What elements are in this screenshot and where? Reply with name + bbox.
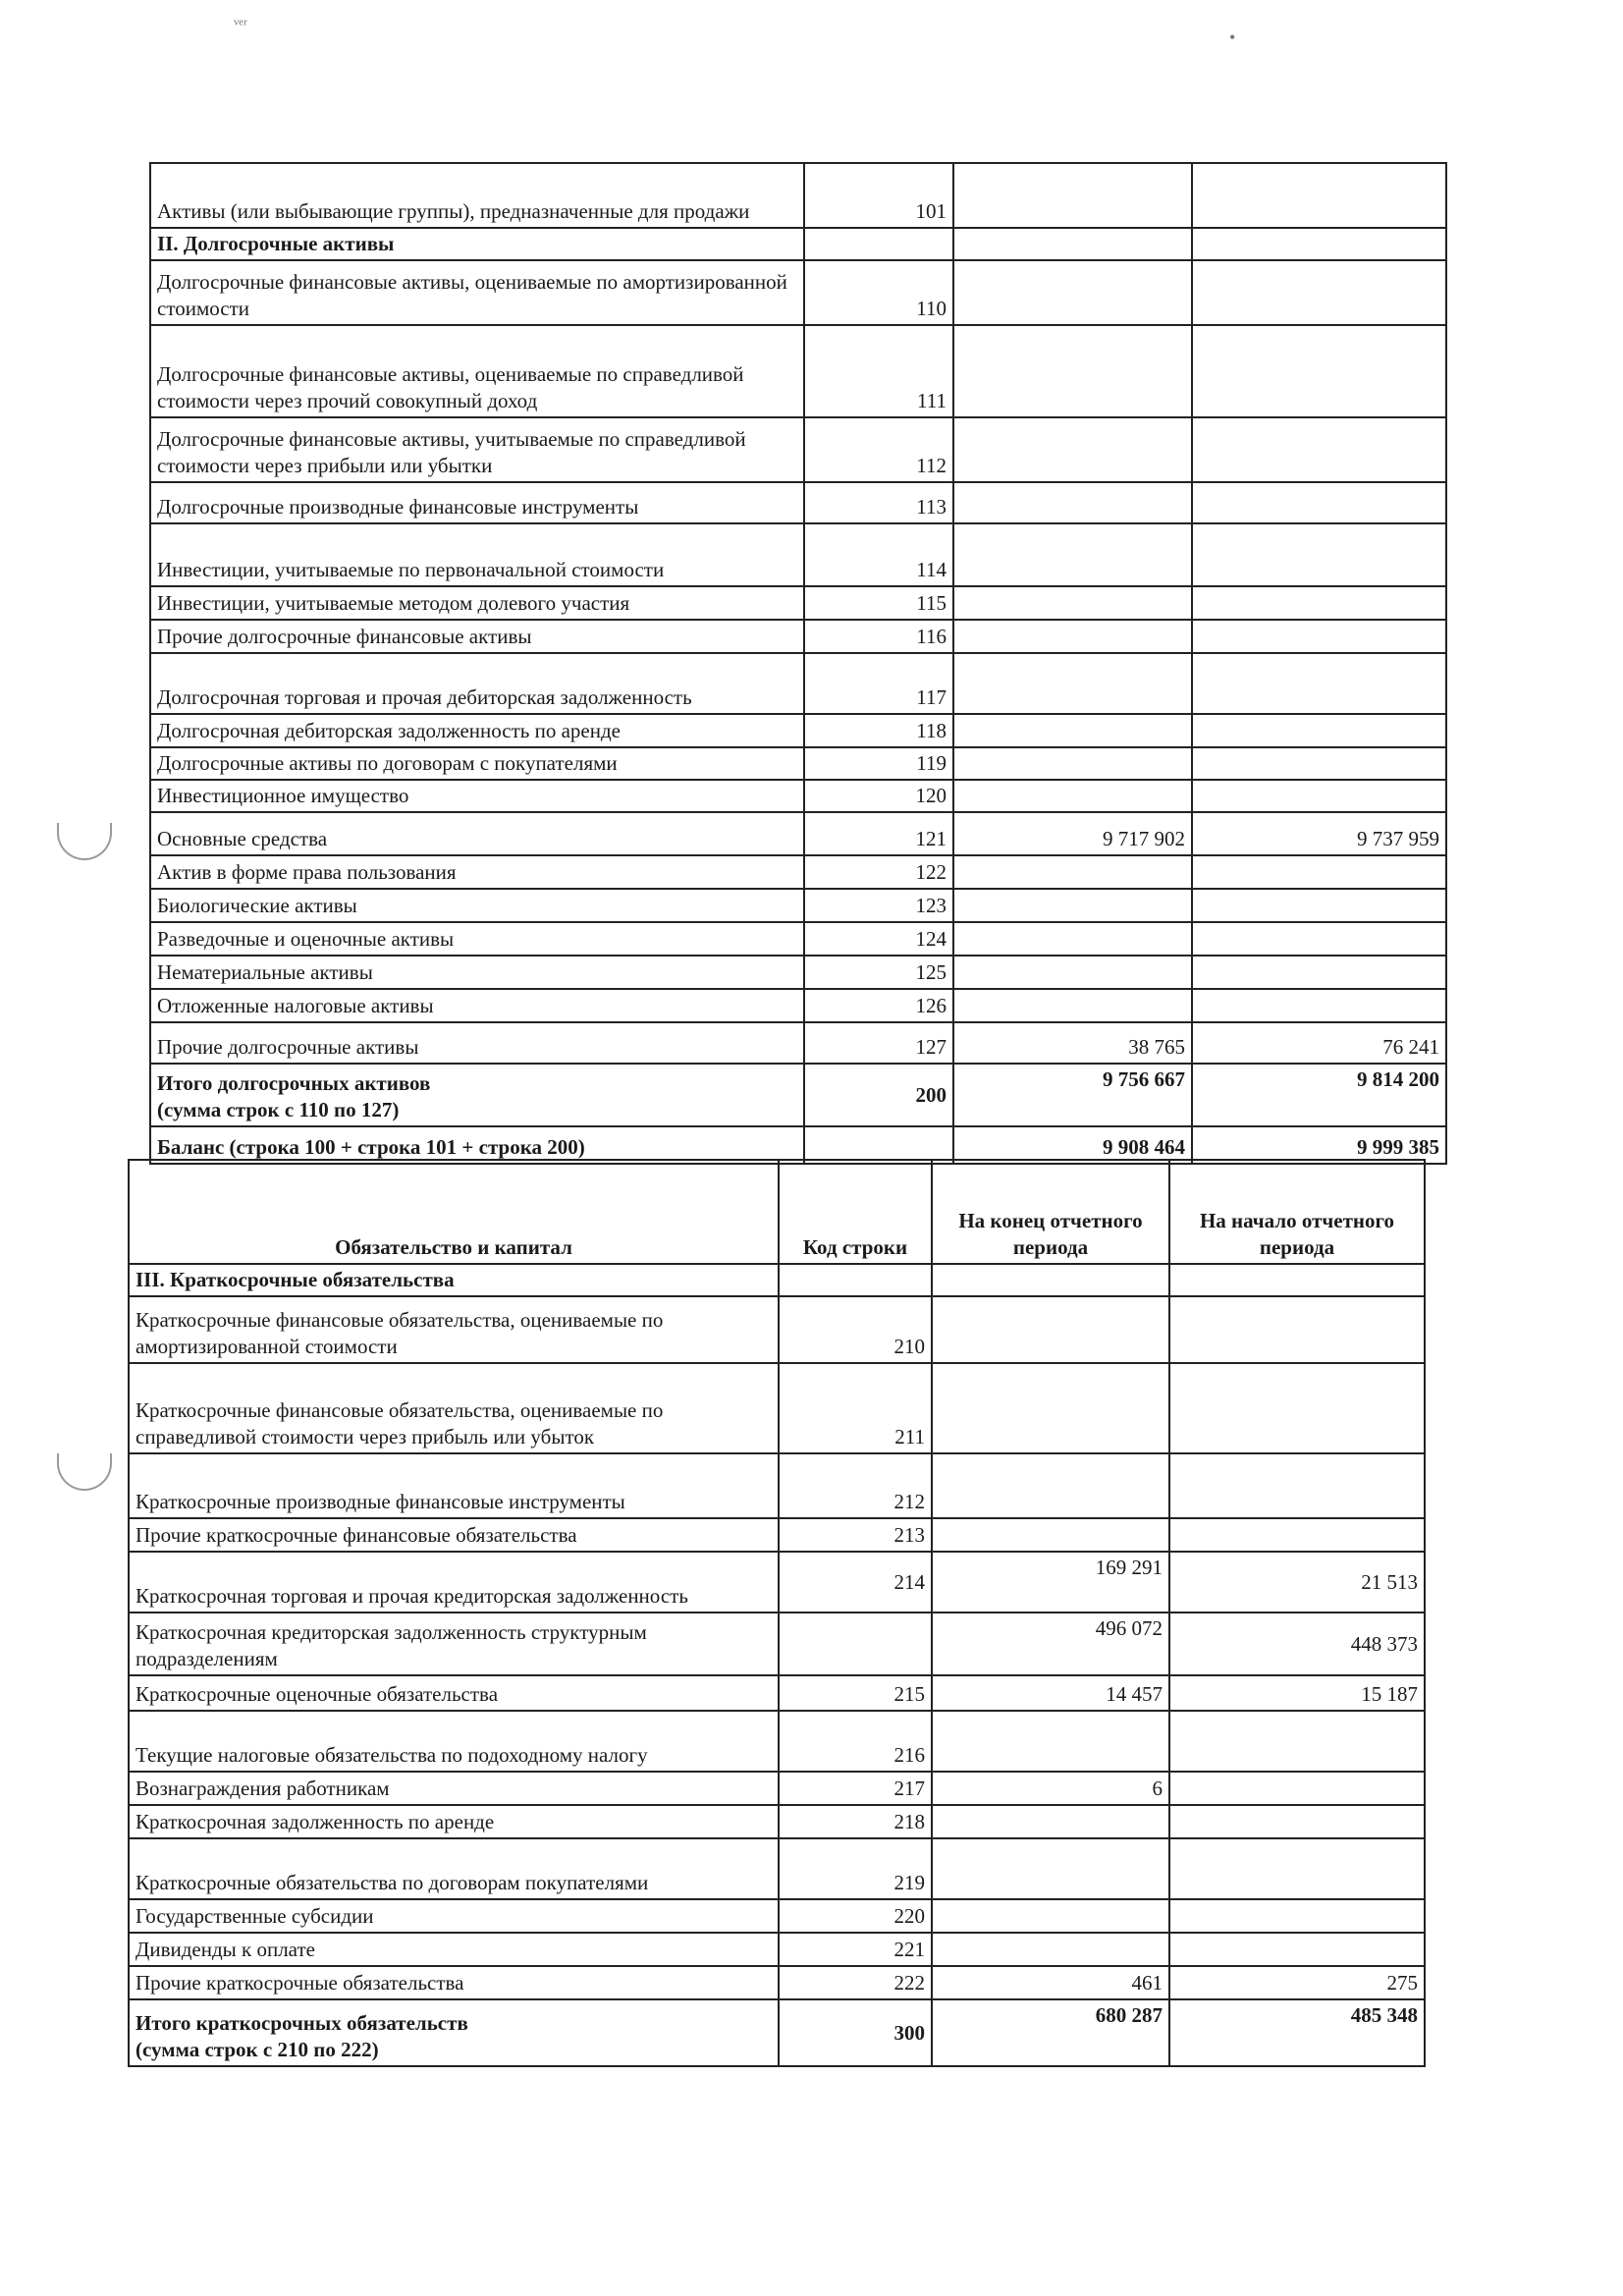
empty-cell (1192, 228, 1446, 260)
row-label: Государственные субсидии (129, 1899, 779, 1933)
row-code: 118 (804, 714, 953, 747)
row-start-value (1169, 1899, 1425, 1933)
row-label: Инвестиционное имущество (150, 780, 804, 812)
liabilities-table (128, 1159, 1426, 2067)
row-label: Краткосрочные оценочные обязательства (129, 1675, 779, 1711)
empty-cell (953, 228, 1192, 260)
row-start-value (1169, 1363, 1425, 1453)
row-end-value (932, 1518, 1169, 1552)
table-row (150, 653, 1446, 714)
row-start-value (1192, 523, 1446, 586)
row-label: Краткосрочная кредиторская задолженность структурным подразделениям (129, 1613, 779, 1675)
row-start-value (1169, 1805, 1425, 1838)
row-end-value (932, 1899, 1169, 1933)
header-row (129, 1160, 1425, 1264)
total-row (129, 1999, 1425, 2066)
row-label: Вознаграждения работникам (129, 1772, 779, 1805)
balance-label: Баланс (строка 100 + строка 101 + строка 200) (150, 1126, 804, 1164)
row-label: Краткосрочные обязательства по договорам покупателями (129, 1838, 779, 1899)
row-start-value (1192, 586, 1446, 620)
row-code: 111 (804, 325, 953, 417)
row-code: 114 (804, 523, 953, 586)
scan-mark: ᵥₑᵣ (234, 8, 248, 27)
row-label: Текущие налоговые обязательства по подоходному налогу (129, 1711, 779, 1772)
row-start-value (1169, 1296, 1425, 1363)
row-end-value (932, 1453, 1169, 1518)
row-code: 110 (804, 260, 953, 325)
row-label: Инвестиции, учитываемые по первоначальной стоимости (150, 523, 804, 586)
row-end-value: 9 717 902 (953, 812, 1192, 855)
row-code: 120 (804, 780, 953, 812)
row-start-value (1169, 1518, 1425, 1552)
row-label: Долгосрочные финансовые активы, оцениваемые по амортизированной стоимости (150, 260, 804, 325)
row-code: 127 (804, 1022, 953, 1064)
row-label: Разведочные и оценочные активы (150, 922, 804, 956)
row-code: 122 (804, 855, 953, 889)
row-start-value (1192, 325, 1446, 417)
row-end-value (953, 620, 1192, 653)
row-start-value (1192, 780, 1446, 812)
row-label: Инвестиции, учитываемые методом долевого участия (150, 586, 804, 620)
row-end-value (932, 1805, 1169, 1838)
table-row (129, 1613, 1425, 1675)
row-code: 115 (804, 586, 953, 620)
empty-cell (804, 228, 953, 260)
table-row (129, 1711, 1425, 1772)
empty-cell (1169, 1264, 1425, 1296)
total-label-line2: (сумма строк с 210 по 222) (135, 2038, 379, 2061)
row-start-value (1169, 1838, 1425, 1899)
row-end-value (953, 780, 1192, 812)
row-label: Прочие долгосрочные финансовые активы (150, 620, 804, 653)
row-end-value: 14 457 (932, 1675, 1169, 1711)
table-row (150, 714, 1446, 747)
row-start-value: 275 (1169, 1966, 1425, 1999)
row-end-value (932, 1363, 1169, 1453)
row-end-value (953, 653, 1192, 714)
row-code: 121 (804, 812, 953, 855)
row-code: 215 (779, 1675, 932, 1711)
row-end-value (953, 163, 1192, 228)
row-label: Нематериальные активы (150, 956, 804, 989)
row-start-value (1192, 653, 1446, 714)
table-row (129, 1933, 1425, 1966)
row-start-value (1192, 482, 1446, 523)
row-label: Краткосрочные производные финансовые инструменты (129, 1453, 779, 1518)
section-row (129, 1264, 1425, 1296)
row-end-value (953, 586, 1192, 620)
row-code: 222 (779, 1966, 932, 1999)
row-end-value (953, 714, 1192, 747)
row-code: 218 (779, 1805, 932, 1838)
table-row (150, 417, 1446, 482)
row-end-value (953, 855, 1192, 889)
table-row (150, 325, 1446, 417)
row-code (779, 1613, 932, 1675)
row-label: Краткосрочные финансовые обязательства, оцениваемые по амортизированной стоимости (129, 1296, 779, 1363)
table-row (129, 1772, 1425, 1805)
table-row (150, 812, 1446, 855)
row-start-value (1192, 747, 1446, 780)
row-end-value (953, 260, 1192, 325)
total-start-value: 9 814 200 (1192, 1064, 1446, 1126)
row-start-value (1169, 1772, 1425, 1805)
table-row (129, 1966, 1425, 1999)
row-code: 112 (804, 417, 953, 482)
table-row (150, 586, 1446, 620)
table-row (129, 1518, 1425, 1552)
punch-hole-bottom (57, 1453, 112, 1491)
total-end-value: 9 756 667 (953, 1064, 1192, 1126)
row-code: 123 (804, 889, 953, 922)
scan-dot: • (1229, 27, 1236, 47)
row-code: 125 (804, 956, 953, 989)
table-row (129, 1363, 1425, 1453)
total-label (150, 1064, 804, 1126)
table-row (150, 780, 1446, 812)
row-code: 116 (804, 620, 953, 653)
row-start-value: 21 513 (1169, 1552, 1425, 1613)
row-end-value: 461 (932, 1966, 1169, 1999)
total-label-line2: (сумма строк с 110 по 127) (157, 1098, 400, 1121)
assets-table (149, 162, 1447, 1165)
row-label: Основные средства (150, 812, 804, 855)
row-end-value (953, 523, 1192, 586)
balance-start-value: 9 999 385 (1192, 1126, 1446, 1164)
row-label: Прочие краткосрочные финансовые обязательства (129, 1518, 779, 1552)
row-end-value (953, 482, 1192, 523)
section-title: II. Долгосрочные активы (150, 228, 804, 260)
table-row (150, 922, 1446, 956)
empty-cell (779, 1264, 932, 1296)
row-label: Краткосрочная торговая и прочая кредиторская задолженность (129, 1552, 779, 1613)
row-start-value (1192, 956, 1446, 989)
row-start-value: 76 241 (1192, 1022, 1446, 1064)
row-start-value: 448 373 (1169, 1613, 1425, 1675)
total-end-value: 680 287 (932, 1999, 1169, 2066)
row-start-value (1192, 417, 1446, 482)
total-label (129, 1999, 779, 2066)
row-code: 214 (779, 1552, 932, 1613)
table-row (150, 1022, 1446, 1064)
row-label: Отложенные налоговые активы (150, 989, 804, 1022)
row-code: 211 (779, 1363, 932, 1453)
row-label: Биологические активы (150, 889, 804, 922)
row-code: 101 (804, 163, 953, 228)
row-code: 124 (804, 922, 953, 956)
row-end-value (932, 1838, 1169, 1899)
table-row (150, 747, 1446, 780)
row-code: 212 (779, 1453, 932, 1518)
header-end-period: На конец отчетного периода (932, 1160, 1169, 1264)
row-label: Краткосрочные финансовые обязательства, оцениваемые по справедливой стоимости через прибыль или убыток (129, 1363, 779, 1453)
total-code: 200 (804, 1064, 953, 1126)
row-start-value (1169, 1453, 1425, 1518)
table-row (129, 1552, 1425, 1613)
row-end-value (953, 956, 1192, 989)
row-start-value (1192, 620, 1446, 653)
row-label: Долгосрочные финансовые активы, оцениваемые по справедливой стоимости через прочий совокупный доход (150, 325, 804, 417)
row-code: 119 (804, 747, 953, 780)
table-row (150, 855, 1446, 889)
row-code: 219 (779, 1838, 932, 1899)
empty-cell (932, 1264, 1169, 1296)
row-start-value: 9 737 959 (1192, 812, 1446, 855)
row-label: Краткосрочная задолженность по аренде (129, 1805, 779, 1838)
table-row (129, 1805, 1425, 1838)
row-label: Активы (или выбывающие группы), предназначенные для продажи (150, 163, 804, 228)
row-end-value (953, 889, 1192, 922)
balance-end-value: 9 908 464 (953, 1126, 1192, 1164)
table-row (129, 1453, 1425, 1518)
row-end-value (953, 922, 1192, 956)
row-start-value (1192, 714, 1446, 747)
total-label-line1: Итого краткосрочных обязательств (135, 2011, 468, 2035)
row-end-value (932, 1711, 1169, 1772)
row-start-value (1192, 855, 1446, 889)
row-start-value (1192, 889, 1446, 922)
table-row (150, 889, 1446, 922)
row-code: 220 (779, 1899, 932, 1933)
total-start-value: 485 348 (1169, 1999, 1425, 2066)
row-label: Прочие долгосрочные активы (150, 1022, 804, 1064)
table-row (129, 1675, 1425, 1711)
total-code: 300 (779, 1999, 932, 2066)
row-start-value (1192, 922, 1446, 956)
table-row (150, 523, 1446, 586)
table-row (129, 1899, 1425, 1933)
row-end-value: 6 (932, 1772, 1169, 1805)
header-liabilities: Обязательство и капитал (129, 1160, 779, 1264)
row-end-value (953, 747, 1192, 780)
punch-hole-top (57, 823, 112, 860)
row-label: Долгосрочные финансовые активы, учитываемые по справедливой стоимости через прибыли или убытки (150, 417, 804, 482)
table-row (150, 260, 1446, 325)
row-start-value (1192, 260, 1446, 325)
row-end-value: 38 765 (953, 1022, 1192, 1064)
row-start-value (1169, 1933, 1425, 1966)
row-code: 210 (779, 1296, 932, 1363)
section-row (150, 228, 1446, 260)
table-row (129, 1838, 1425, 1899)
row-start-value (1169, 1711, 1425, 1772)
row-code: 217 (779, 1772, 932, 1805)
row-code: 126 (804, 989, 953, 1022)
row-label: Долгосрочные производные финансовые инструменты (150, 482, 804, 523)
row-code: 213 (779, 1518, 932, 1552)
row-end-value (953, 325, 1192, 417)
row-label: Долгосрочная дебиторская задолженность по аренде (150, 714, 804, 747)
row-label: Прочие краткосрочные обязательства (129, 1966, 779, 1999)
total-row (150, 1064, 1446, 1126)
total-label-line1: Итого долгосрочных активов (157, 1071, 431, 1095)
table-row (150, 956, 1446, 989)
table-row (150, 482, 1446, 523)
table-row (150, 163, 1446, 228)
row-end-value: 169 291 (932, 1552, 1169, 1613)
row-code: 117 (804, 653, 953, 714)
table-row (129, 1296, 1425, 1363)
row-label: Долгосрочная торговая и прочая дебиторская задолженность (150, 653, 804, 714)
row-start-value: 15 187 (1169, 1675, 1425, 1711)
row-end-value (953, 417, 1192, 482)
header-code: Код строки (779, 1160, 932, 1264)
table-row (150, 620, 1446, 653)
row-label: Актив в форме права пользования (150, 855, 804, 889)
row-code: 216 (779, 1711, 932, 1772)
table-row (150, 989, 1446, 1022)
row-end-value (953, 989, 1192, 1022)
row-end-value (932, 1933, 1169, 1966)
row-label: Долгосрочные активы по договорам с покупателями (150, 747, 804, 780)
row-end-value (932, 1296, 1169, 1363)
header-start-period: На начало отчетного периода (1169, 1160, 1425, 1264)
row-code: 113 (804, 482, 953, 523)
row-label: Дивиденды к оплате (129, 1933, 779, 1966)
row-start-value (1192, 989, 1446, 1022)
row-start-value (1192, 163, 1446, 228)
row-end-value: 496 072 (932, 1613, 1169, 1675)
section-title: III. Краткосрочные обязательства (129, 1264, 779, 1296)
row-code: 221 (779, 1933, 932, 1966)
